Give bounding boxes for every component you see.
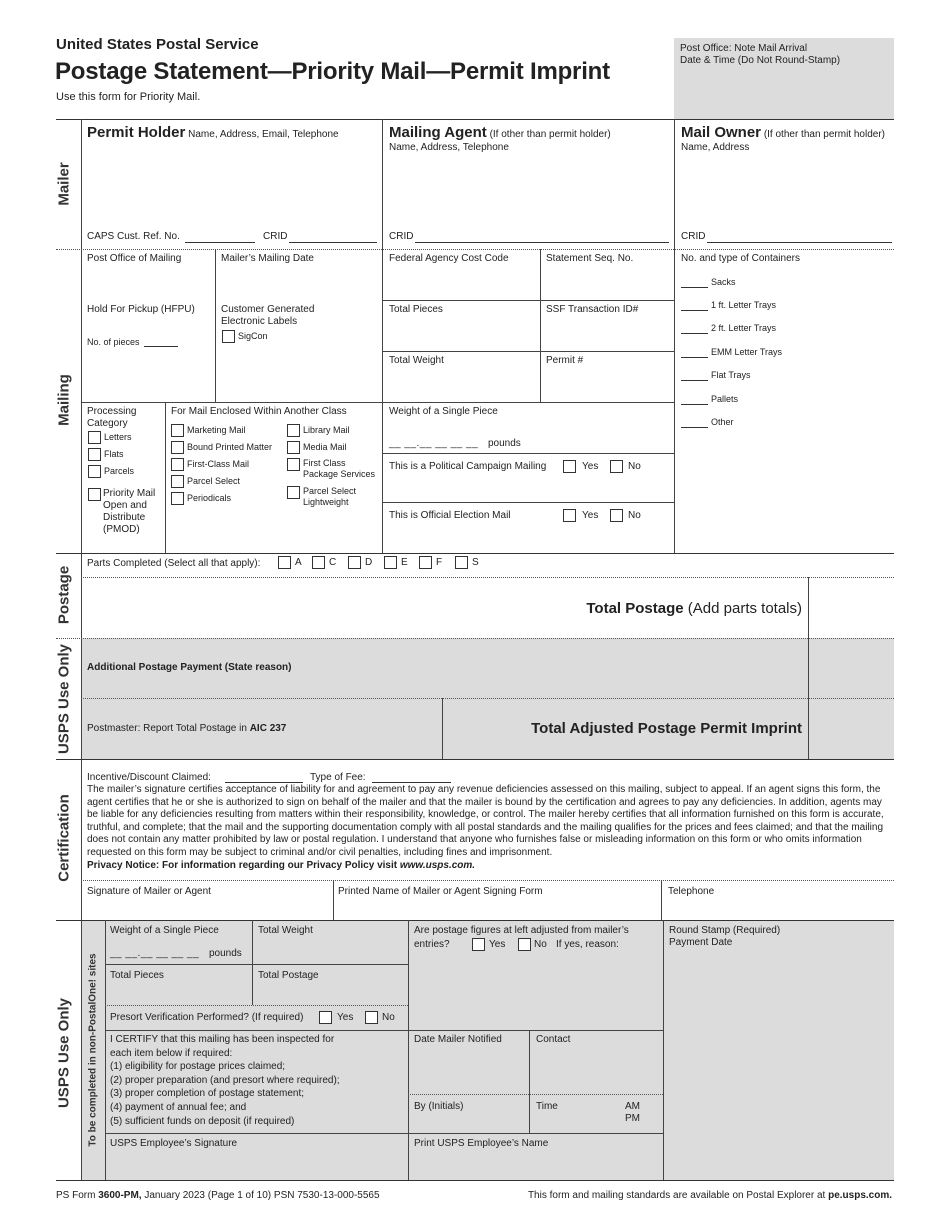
usps-total-postage-label: Total Postage: [258, 970, 319, 981]
permit-crid-label: CRID: [263, 231, 288, 242]
usps-weight-pounds: pounds: [209, 948, 242, 959]
political-no-label: No: [628, 461, 641, 472]
adjusted-no-label: No: [534, 939, 547, 950]
section-postage: Postage: [55, 565, 73, 625]
owner-crid-field[interactable]: [707, 242, 892, 243]
incentive-field[interactable]: [225, 782, 303, 783]
part-f-label: F: [436, 557, 443, 568]
container-other: Other: [711, 417, 734, 427]
political-no-checkbox[interactable]: [610, 460, 623, 473]
entries-label: entries?: [414, 939, 450, 950]
part-s-checkbox[interactable]: [455, 556, 468, 569]
usps-total-pieces-label: Total Pieces: [110, 970, 164, 981]
agent-desc: Name, Address, Telephone: [389, 142, 509, 153]
federal-code-label: Federal Agency Cost Code: [389, 253, 509, 264]
permit-crid-field[interactable]: [289, 242, 377, 243]
time-label: Time: [536, 1101, 558, 1112]
part-d-label: D: [365, 557, 373, 568]
signature-label: Signature of Mailer or Agent: [87, 886, 211, 897]
container-2ft-trays: 2 ft. Letter Trays: [711, 323, 777, 333]
section-usps-only: USPS Use Only: [55, 643, 73, 755]
containers-title: No. and type of Containers: [681, 253, 800, 264]
am-label: AM: [625, 1101, 640, 1112]
bpm-checkbox[interactable]: [171, 441, 184, 454]
section-mailing: Mailing: [55, 374, 73, 426]
part-a-checkbox[interactable]: [278, 556, 291, 569]
fee-type-label: Type of Fee:: [310, 772, 366, 783]
container-emm-trays: EMM Letter Trays: [711, 347, 783, 357]
by-initials-label: By (Initials): [414, 1101, 464, 1112]
container-1ft-trays: 1 ft. Letter Trays: [711, 300, 777, 310]
form-subtitle: Use this form for Priority Mail.: [56, 91, 201, 103]
caps-label: CAPS Cust. Ref. No.: [87, 231, 180, 242]
ssf-label: SSF Transaction ID#: [546, 304, 639, 315]
section-usps-only-bottom: USPS Use Only: [55, 997, 73, 1109]
flats-checkbox[interactable]: [88, 448, 101, 461]
total-postage-label: Total Postage (Add parts totals): [586, 600, 802, 617]
owner-title: Mail Owner (If other than permit holder): [681, 124, 885, 141]
political-label: This is a Political Campaign Mailing: [389, 461, 547, 472]
presort-yes-label: Yes: [337, 1012, 354, 1023]
usps-total-weight-label: Total Weight: [258, 925, 313, 936]
first-class-checkbox[interactable]: [171, 458, 184, 471]
election-yes-checkbox[interactable]: [563, 509, 576, 522]
weight-pounds: pounds: [488, 438, 521, 449]
political-yes-label: Yes: [582, 461, 599, 472]
postmaster-label: Postmaster: Report Total Postage in AIC 237: [87, 723, 287, 734]
election-label: This is Official Election Mail: [389, 510, 511, 521]
total-pieces-label: Total Pieces: [389, 304, 443, 315]
political-yes-checkbox[interactable]: [563, 460, 576, 473]
non-postalone-label: To be completed in non-PostalOne! sites: [87, 953, 99, 1147]
part-d-checkbox[interactable]: [348, 556, 361, 569]
usps-weight-single-label: Weight of a Single Piece: [110, 925, 219, 936]
employee-name-label: Print USPS Employee’s Name: [414, 1138, 549, 1149]
certify-inspection-text: I CERTIFY that this mailing has been inspected for each item below if required: (1) eligibility for postage prices claimed; (2) proper preparation (and presort where required); (3) proper completion of postage statement; (4) payment of annual fee; and (5) sufficient funds on deposit (if required): [110, 1034, 340, 1127]
hold-pickup-label: Hold For Pickup (HFPU): [87, 304, 195, 315]
pm-label: PM: [625, 1113, 640, 1124]
telephone-label: Telephone: [668, 886, 715, 897]
media-mail-label: Media Mail: [303, 442, 347, 452]
election-no-label: No: [628, 510, 641, 521]
postal-explorer-link[interactable]: pe.usps.com.: [828, 1190, 892, 1201]
date-notified-label: Date Mailer Notified: [414, 1034, 502, 1045]
agent-title: Mailing Agent (If other than permit holder): [389, 124, 611, 141]
sigcon-checkbox[interactable]: [222, 330, 235, 343]
printed-name-label: Printed Name of Mailer or Agent Signing Form: [338, 886, 543, 897]
pmod-checkbox[interactable]: [88, 488, 101, 501]
flats-label: Flats: [104, 449, 124, 459]
section-mailer: Mailer: [55, 162, 73, 206]
permit-holder-title: Permit Holder Name, Address, Email, Telephone: [87, 124, 339, 141]
library-mail-checkbox[interactable]: [287, 424, 300, 437]
section-certification: Certification: [55, 794, 73, 882]
part-e-checkbox[interactable]: [384, 556, 397, 569]
election-yes-label: Yes: [582, 510, 599, 521]
fee-type-field[interactable]: [372, 782, 451, 783]
weight-single-dashes[interactable]: __ __.__ __ __ __: [389, 438, 479, 449]
form-number: PS Form 3600-PM, January 2023 (Page 1 of 10) PSN 7530-13-000-5565: [56, 1190, 380, 1201]
marketing-mail-label: Marketing Mail: [187, 425, 246, 435]
if-yes-label: If yes, reason:: [556, 939, 619, 950]
first-class-label: First-Class Mail: [187, 459, 249, 469]
presort-no-checkbox[interactable]: [365, 1011, 378, 1024]
letters-label: Letters: [104, 432, 132, 442]
agency-name: United States Postal Service: [56, 36, 259, 53]
periodicals-label: Periodicals: [187, 493, 232, 503]
post-office-label: Post Office of Mailing: [87, 253, 182, 264]
sigcon-label: SigCon: [238, 331, 268, 341]
container-sacks: Sacks: [711, 277, 736, 287]
certification-text: The mailer’s signature certifies acceptance of liability for and agreement to pay any revenue deficiencies assessed on this mailing, subject to appeal. If an agent signs this form, the agent certifies that he or she is authorized to sign on behalf of the mailer and that the mailer is bound by the certification and agrees to pay any deficiencies. In addition, agents may be liable for any deficiencies resulting from matters within their responsibility, knowledge, or control. The mailer hereby certifies that all information furnished on this form is accurate, truthful, and complete; that the mail and the supporting documentation comply with all postal standards and the mailing qualifies for the prices and fees claimed; and that the mailing does not contain any matter prohibited by law or postal regulation. I understand that anyone who furnishes false or misleading information on this form or who omits information requested on this form may be subject to criminal and/or civil penalties, including fines and imprisonment. Privacy Notice: For information regarding our Privacy Policy visit www.usps.com.: [87, 784, 884, 871]
additional-postage-label: Additional Postage Payment (State reason): [87, 662, 292, 673]
statement-seq-label: Statement Seq. No.: [546, 253, 634, 264]
presort-label: Presort Verification Performed? (If required): [110, 1012, 304, 1023]
caps-field[interactable]: [185, 242, 255, 243]
permit-no-label: Permit #: [546, 355, 584, 366]
parts-label: Parts Completed (Select all that apply):: [87, 558, 261, 569]
periodicals-checkbox[interactable]: [171, 492, 184, 505]
adjusted-yes-checkbox[interactable]: [472, 938, 485, 951]
part-a-label: A: [295, 557, 302, 568]
fcps-checkbox[interactable]: [287, 458, 300, 471]
parcels-checkbox[interactable]: [88, 465, 101, 478]
agent-crid-field[interactable]: [415, 242, 669, 243]
mailing-date-label: Mailer’s Mailing Date: [221, 253, 314, 264]
adjusted-yes-label: Yes: [489, 939, 506, 950]
fcps-label: First Class Package Services: [303, 458, 376, 479]
part-e-label: E: [401, 557, 408, 568]
contact-label: Contact: [536, 1034, 571, 1045]
presort-yes-checkbox[interactable]: [319, 1011, 332, 1024]
parcels-label: Parcels: [104, 466, 135, 476]
adjusted-question: Are postage figures at left adjusted from mailer’s: [414, 925, 629, 936]
processing-category-label: Processing Category: [87, 406, 137, 429]
election-no-checkbox[interactable]: [610, 509, 623, 522]
customer-labels-label: Customer Generated Electronic Labels: [221, 304, 315, 327]
round-stamp-label: Round Stamp (Required): [669, 925, 781, 936]
round-stamp-fill: [663, 920, 894, 1180]
payment-date-label: Payment Date: [669, 937, 733, 948]
part-s-label: S: [472, 557, 479, 568]
letters-checkbox[interactable]: [88, 431, 101, 444]
library-mail-label: Library Mail: [303, 425, 350, 435]
marketing-mail-checkbox[interactable]: [171, 424, 184, 437]
adjusted-no-checkbox[interactable]: [518, 938, 531, 951]
agent-crid-label: CRID: [389, 231, 414, 242]
container-flat-trays: Flat Trays: [711, 370, 751, 380]
pmod-label: Priority Mail Open and Distribute (PMOD): [103, 488, 156, 535]
container-pallets: Pallets: [711, 394, 739, 404]
media-mail-checkbox[interactable]: [287, 441, 300, 454]
incentive-label: Incentive/Discount Claimed:: [87, 772, 211, 783]
adjusted-postage-label: Total Adjusted Postage Permit Imprint: [531, 720, 802, 737]
no-pieces-field[interactable]: [144, 346, 178, 347]
part-c-label: C: [329, 557, 337, 568]
enclosed-title: For Mail Enclosed Within Another Class: [171, 406, 347, 417]
presort-no-label: No: [382, 1012, 395, 1023]
parcel-select-label: Parcel Select: [187, 476, 241, 486]
owner-desc: Name, Address: [681, 142, 750, 153]
part-f-checkbox[interactable]: [419, 556, 432, 569]
part-c-checkbox[interactable]: [312, 556, 325, 569]
owner-crid-label: CRID: [681, 231, 706, 242]
usps-weight-dashes[interactable]: __ __.__ __ __ __: [110, 948, 200, 959]
bpm-label: Bound Printed Matter: [187, 442, 273, 452]
parcel-select-checkbox[interactable]: [171, 475, 184, 488]
weight-single-label: Weight of a Single Piece: [389, 406, 498, 417]
arrival-box-label: Post Office: Note Mail Arrival Date & Time (Do Not Round-Stamp): [680, 43, 841, 66]
total-weight-label: Total Weight: [389, 355, 444, 366]
no-pieces-label: No. of pieces: [87, 337, 140, 347]
ps-lightweight-checkbox[interactable]: [287, 486, 300, 499]
postal-explorer-note: This form and mailing standards are available on Postal Explorer at pe.usps.com.: [527, 1190, 892, 1201]
employee-signature-label: USPS Employee’s Signature: [110, 1138, 238, 1149]
form-title: Postage Statement—Priority Mail—Permit Imprint: [55, 58, 610, 85]
ps-lightweight-label: Parcel Select Lightweight: [303, 486, 357, 507]
